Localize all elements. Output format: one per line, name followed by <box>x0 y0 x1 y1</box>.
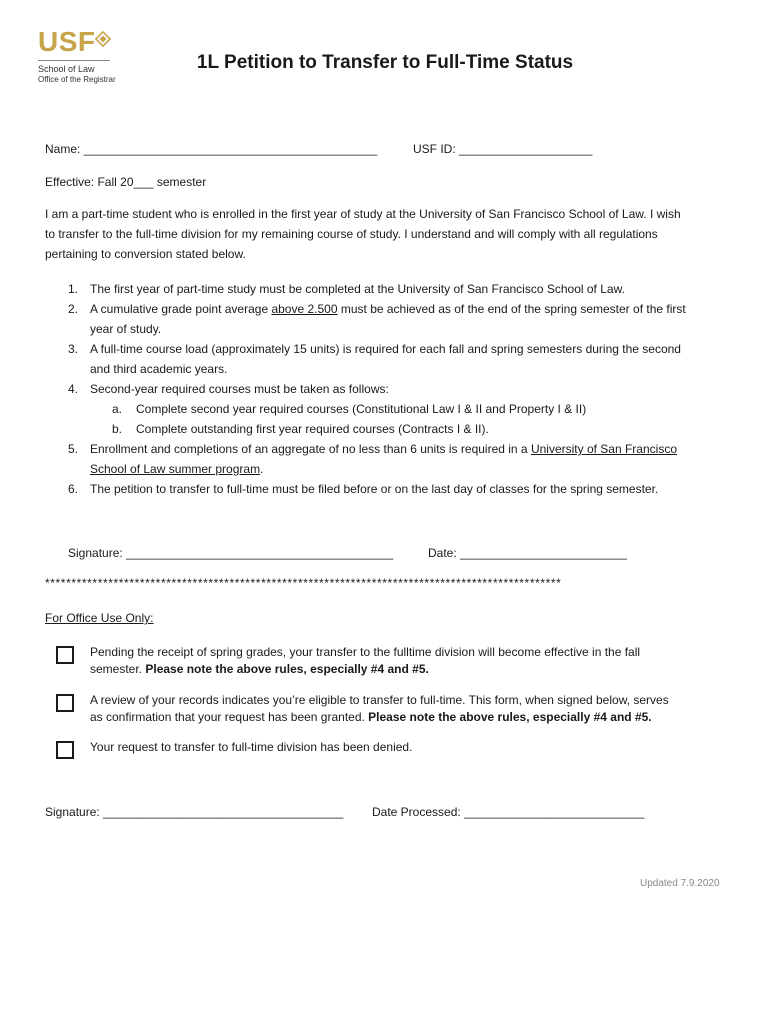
option-text-part: semester. <box>90 662 146 676</box>
name-field[interactable]: Name: ____________________________________________ <box>45 142 378 156</box>
date-processed-field[interactable]: Date Processed: ___________________________ <box>372 805 645 819</box>
rule-text-part: A cumulative grade point average <box>90 302 272 316</box>
student-signature-field[interactable]: Signature: ________________________________________ <box>68 546 393 560</box>
logo-office: Office of the Registrar <box>38 75 116 84</box>
rule-text: Second-year required courses must be taken as follows: <box>90 382 389 396</box>
option-pending <box>90 644 740 678</box>
rule-text <box>90 440 730 460</box>
intro-line-3: pertaining to conversion stated below. <box>45 247 246 261</box>
usf-id-field[interactable]: USF ID: ____________________ <box>413 142 593 156</box>
rule-2 <box>68 300 728 340</box>
office-use-label: For Office Use Only: <box>45 611 154 625</box>
rule-text: A full-time course load (approximately 15 units) is required for each fall and spring semesters during the second <box>90 342 681 356</box>
rule-text <box>90 300 730 320</box>
logo-school: School of Law <box>38 64 95 74</box>
rule-number: 6. <box>68 482 79 496</box>
option-text-part: as confirmation that your request has been granted. <box>90 710 369 724</box>
rule-text: The petition to transfer to full-time must be filed before or on the last day of classes for the spring semester. <box>90 482 659 496</box>
student-date-field[interactable]: Date: _________________________ <box>428 546 627 560</box>
usf-link[interactable]: University of San Francisco <box>530 442 677 456</box>
page-title: 1L Petition to Transfer to Full-Time Status <box>196 52 574 73</box>
rule-number: 3. <box>68 342 79 356</box>
option-note: Please note the above rules, especially #4 and #5. <box>145 662 429 676</box>
sub-text: Complete second year required courses (Constitutional Law I & II and Property I & II) <box>136 402 587 416</box>
rule-text-part: Enrollment and completions of an aggregate of no less than 6 units is required in a <box>90 442 531 456</box>
option-text: Pending the receipt of spring grades, your transfer to the fulltime division will become effective in the fall <box>90 645 641 659</box>
rule-5 <box>68 440 728 480</box>
sub-number: a. <box>112 402 123 416</box>
rule-text-line-2: and third academic years. <box>90 361 228 376</box>
option-note: Please note the above rules, especially #4 and #5. <box>368 710 652 724</box>
pending-checkbox[interactable] <box>56 646 74 664</box>
intro-line-2: to transfer to the full-time division for my remaining course of study. I understand and will comply with all regulations <box>45 227 658 241</box>
usf-emblem-icon <box>92 28 114 50</box>
rule-text: The first year of part-time study must be completed at the University of San Francisco School of Law. <box>90 282 625 296</box>
rule-text-part: . <box>260 461 264 476</box>
option-text-line-2 <box>90 709 740 726</box>
summer-program-link[interactable]: School of Law summer program <box>90 461 261 476</box>
rule-number: 1. <box>68 282 79 296</box>
sub-number: b. <box>112 422 123 436</box>
granted-checkbox[interactable] <box>56 694 74 712</box>
rule-text-line-2 <box>90 460 730 480</box>
rule-text-line-2: year of study. <box>90 321 162 336</box>
logo-wordmark: USF <box>38 26 96 57</box>
rule-3 <box>68 340 728 380</box>
denied-checkbox[interactable] <box>56 741 74 759</box>
option-text: A review of your records indicates you’re eligible to transfer to full-time. This form, when signed below, serves <box>90 693 669 707</box>
rule-number: 4. <box>68 382 79 396</box>
option-granted <box>90 692 740 726</box>
intro-line-1: I am a part-time student who is enrolled in the first year of study at the University of San Francisco School of Law. I wish <box>45 207 681 221</box>
option-text-line-2 <box>90 661 740 678</box>
effective-field[interactable]: Effective: Fall 20___ semester <box>45 175 207 189</box>
rule-number: 5. <box>68 442 79 456</box>
rule-number: 2. <box>68 302 79 316</box>
updated-date: Updated 7.9.2020 <box>640 878 720 889</box>
option-denied: Your request to transfer to full-time division has been denied. <box>90 740 413 754</box>
section-divider: ************************************************************************************************** <box>45 576 562 590</box>
rule-text-part: must be achieved as of the end of the spring semester of the first <box>337 302 686 316</box>
office-signature-field[interactable]: Signature: ____________________________________ <box>45 805 344 819</box>
sub-text: Complete outstanding first year required courses (Contracts I & II). <box>136 422 489 436</box>
gpa-threshold: above 2.500 <box>271 302 338 316</box>
